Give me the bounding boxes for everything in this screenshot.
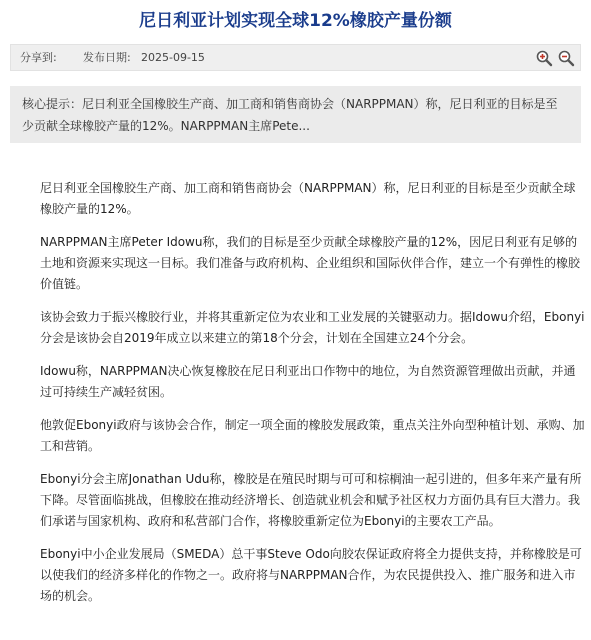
paragraph: Idowu称，NARPPMAN决心恢复橡胶在尼日利亚出口作物中的地位，为自然资源管理做出贡献，并通过可持续生产减轻贫困。 bbox=[40, 364, 576, 399]
zoom-out-icon[interactable] bbox=[557, 49, 575, 67]
paragraph: NARPPMAN主席Peter Idowu称，我们的目标是至少贡献全球橡胶产量的12%，因尼日利亚有足够的土地和资源来实现这一目标。我们准备与政府机构、企业组织和国际伙伴合作，建立一个有弹性的橡胶价值链。 bbox=[40, 235, 581, 291]
summary-box bbox=[10, 86, 581, 143]
paragraph: Ebonyi中小企业发展局（SMEDA）总干事Steve Odo向胶农保证政府将全力提供支持，并称橡胶是可以使我们的经济多样化的作物之一。政府将与NARPPMAN合作，为农民提供投入、推广服务和进入市场的机会。 bbox=[40, 547, 582, 603]
article-body bbox=[40, 178, 585, 619]
paragraph: Ebonyi分会主席Jonathan Udu称，橡胶是在殖民时期与可可和棕榈油一起引进的，但多年来产量有所下降。尽管面临挑战，但橡胶在推动经济增长、创造就业机会和赋予社区权力方面仍具有巨大潜力。我们承诺与国家机构、政府和私营部门合作，将橡胶重新定位为Ebonyi的主要农工产品。 bbox=[40, 472, 582, 528]
publish-date-label: 发布日期: bbox=[83, 51, 131, 64]
paragraph: 他敦促Ebonyi政府与该协会合作，制定一项全面的橡胶发展政策，重点关注外向型种植计划、承购、加工和营销。 bbox=[40, 418, 585, 453]
zoom-in-icon[interactable] bbox=[535, 49, 553, 67]
info-bar bbox=[10, 44, 581, 71]
publish-date-value: 2025-09-15 bbox=[141, 51, 205, 64]
share-label[interactable]: 分享到: bbox=[20, 51, 57, 64]
paragraph: 该协会致力于振兴橡胶行业，并将其重新定位为农业和工业发展的关键驱动力。据Idowu介绍，Ebonyi分会是该协会自2019年成立以来建立的第18个分会，计划在全国建立24个分会。 bbox=[40, 310, 585, 345]
paragraph: 尼日利亚全国橡胶生产商、加工商和销售商协会（NARPPMAN）称，尼日利亚的目标是至少贡献全球橡胶产量的12%。 bbox=[40, 181, 576, 216]
page-title: 尼日利亚计划实现全球12%橡胶产量份额 bbox=[139, 11, 452, 31]
summary-text: 核心提示：尼日利亚全国橡胶生产商、加工商和销售商协会（NARPPMAN）称，尼日利亚的目标是至少贡献全球橡胶产量的12%。NARPPMAN主席Pete... bbox=[22, 97, 558, 133]
